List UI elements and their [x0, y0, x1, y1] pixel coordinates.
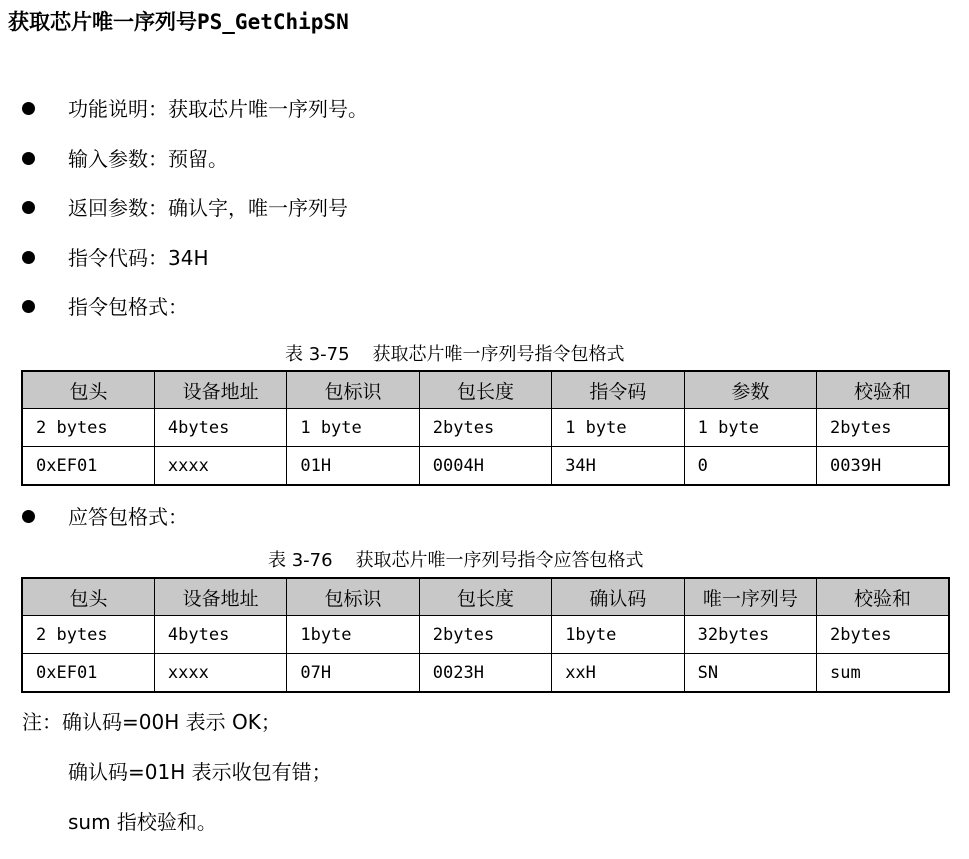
table-cell: sum [817, 654, 949, 693]
table-header-cell: 包长度 [419, 371, 551, 409]
table-cell: 2bytes [419, 409, 551, 447]
table-header-cell: 设备地址 [154, 371, 286, 409]
note-line: 确认码=01H 表示收包有错； [68, 760, 332, 784]
table-cell: 0004H [419, 447, 551, 486]
table-cell: SN [684, 654, 816, 693]
table-header-cell: 校验和 [817, 578, 949, 616]
table-header-cell: 校验和 [817, 371, 949, 409]
bullet-dot-icon [22, 510, 35, 523]
table-header-cell: 确认码 [552, 578, 684, 616]
table-cell: 0 [684, 447, 816, 486]
table-cell: 2bytes [817, 409, 949, 447]
bullet-input: 输入参数：预留。 [22, 142, 368, 192]
table-header-cell: 包头 [22, 371, 154, 409]
bullet-list [22, 92, 368, 340]
command-packet-table [21, 370, 950, 486]
table-header-cell: 参数 [684, 371, 816, 409]
table-cell: 2 bytes [22, 409, 154, 447]
table-cell: 0039H [817, 447, 949, 486]
bullet-dot-icon [22, 300, 35, 313]
table1-caption: 表 3-75 获取芯片唯一序列号指令包格式 [285, 344, 625, 365]
table-header-cell: 包头 [22, 578, 154, 616]
notes-block [22, 705, 332, 855]
page-title: 获取芯片唯一序列号PS_GetChipSN [8, 10, 349, 34]
table-cell: 32bytes [684, 616, 816, 654]
table-cell: xxH [552, 654, 684, 693]
table-row [22, 409, 949, 447]
table-header-cell: 包标识 [287, 578, 419, 616]
table-cell: 07H [287, 654, 419, 693]
note-line: 注：确认码=00H 表示 OK； [22, 710, 281, 734]
bullet-response-format: 应答包格式： [22, 500, 188, 534]
table-cell: 2 bytes [22, 616, 154, 654]
table-header-row [22, 578, 949, 616]
table-cell: 1 byte [287, 409, 419, 447]
table-cell: 4bytes [154, 409, 286, 447]
table-cell: 0xEF01 [22, 447, 154, 486]
table-header-cell: 唯一序列号 [684, 578, 816, 616]
table-row [22, 616, 949, 654]
note-line: sum 指校验和。 [68, 810, 217, 834]
table-cell: 01H [287, 447, 419, 486]
bullet-dot-icon [22, 251, 35, 264]
bullet-dot-icon [22, 201, 35, 214]
table-cell: 1byte [287, 616, 419, 654]
table-cell: xxxx [154, 447, 286, 486]
table-row [22, 654, 949, 693]
response-packet-table [21, 577, 950, 693]
bullet-dot-icon [22, 102, 35, 115]
bullet-code: 指令代码：34H [22, 241, 368, 291]
table-header-cell: 设备地址 [154, 578, 286, 616]
table-header-cell: 包标识 [287, 371, 419, 409]
table-cell: 2bytes [419, 616, 551, 654]
table-cell: 1byte [552, 616, 684, 654]
table-row [22, 447, 949, 486]
table-cell: 2bytes [817, 616, 949, 654]
table2-caption: 表 3-76 获取芯片唯一序列号指令应答包格式 [268, 550, 644, 571]
table-cell: xxxx [154, 654, 286, 693]
table-header-row [22, 371, 949, 409]
bullet-function: 功能说明：获取芯片唯一序列号。 [22, 92, 368, 142]
table-cell: 4bytes [154, 616, 286, 654]
bullet-return: 返回参数：确认字，唯一序列号 [22, 191, 368, 241]
table-cell: 34H [552, 447, 684, 486]
bullet-dot-icon [22, 152, 35, 165]
table-cell: 1 byte [684, 409, 816, 447]
table-cell: 1 byte [552, 409, 684, 447]
table-cell: 0xEF01 [22, 654, 154, 693]
bullet-command-format: 指令包格式： [22, 290, 368, 340]
table-cell: 0023H [419, 654, 551, 693]
table-header-cell: 包长度 [419, 578, 551, 616]
table-header-cell: 指令码 [552, 371, 684, 409]
